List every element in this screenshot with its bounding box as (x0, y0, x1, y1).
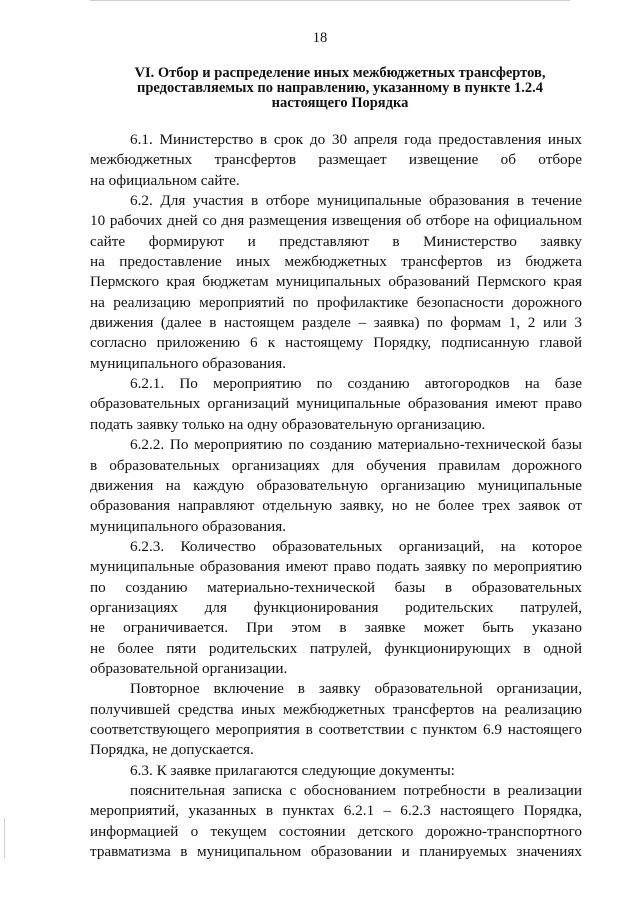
body-text (90, 130, 582, 862)
text-line: травматизма в муниципальном образовании и планируемых значениях (90, 843, 582, 861)
heading-line: VI. Отбор и распределение иных межбюджетных трансфертов, (134, 65, 546, 81)
text-line: организациях для функционирования родительских патрулей, (90, 598, 582, 616)
text-line: пояснительная записка с обоснованием потребности в реализации (130, 782, 582, 799)
text-line: образовательной организации. (90, 659, 288, 677)
text-line: 6.2.2. По мероприятию по созданию материально-технической базы (130, 436, 582, 454)
text-line: сайте формируют и представляют в Министерство заявку (90, 232, 582, 250)
text-line: получившей средства иных межбюджетных трансфертов на реализацию (90, 700, 582, 718)
text-line: Пермского края бюджетам муниципальных образований Пермского края (90, 273, 582, 291)
text-line: 6.2.3. Количество образовательных организаций, на которое (130, 537, 582, 555)
text-line: межбюджетных трансфертов размещает извещение об отборе (90, 151, 582, 169)
text-line: 10 рабочих дней со дня размещения извещения об отборе на официальном (90, 212, 582, 230)
text-line: 6.2. Для участия в отборе муниципальные образования в течение (130, 192, 582, 210)
text-line: информацией о текущем состоянии детского дорожно-транспортного (90, 822, 582, 840)
text-line: муниципальные образования имеют право подать заявку по мероприятию (90, 558, 582, 576)
text-line: на реализацию мероприятий по профилактике безопасности дорожного (90, 293, 582, 311)
text-line: подать заявку только на одну образовательную организацию. (90, 415, 486, 433)
text-line: мероприятий, указанных в пунктах 6.2.1 – 6.2.3 настоящего Порядка, (90, 802, 582, 820)
text-line: не ограничивается. При этом в заявке может быть указано (90, 619, 582, 637)
text-line: не более пяти родительских патрулей, функционирующих в одной (90, 639, 582, 657)
text-line: муниципального образования. (90, 354, 287, 372)
text-line: образования направляют отдельную заявку, но не более трех заявок от (90, 497, 582, 515)
text-line: соответствующего мероприятия в соответствии с пунктом 6.9 настоящего (90, 720, 582, 738)
text-line: на официальном сайте. (90, 171, 240, 189)
text-line: согласно приложению 6 к настоящему Порядку, подписанную главой (90, 334, 582, 352)
text-line: Повторное включение в заявку образовательной организации, (130, 680, 582, 698)
text-line: движения на каждую образовательную организацию муниципальные (90, 476, 582, 494)
text-line: по созданию материально-технической базы в образовательных (90, 578, 582, 596)
heading-line: настоящего Порядка (271, 95, 409, 111)
text-line: 6.1. Министерство в срок до 30 апреля года предоставления иных (130, 131, 582, 148)
top-edge-rule (90, 0, 570, 1)
text-line: движения (далее в настоящем разделе – заявка) по формам 1, 2 или 3 (90, 314, 582, 332)
text-line: муниципального образования. (90, 517, 287, 535)
left-margin-mark (4, 818, 5, 858)
text-line: в образовательных организациях для обучения правилам дорожного (90, 456, 582, 474)
section-heading (90, 66, 590, 111)
heading-line: предоставляемых по направлению, указанному в пункте 1.2.4 (136, 80, 544, 96)
page-number: 18 (312, 30, 328, 46)
text-line: на предоставление иных межбюджетных трансфертов из бюджета (90, 253, 582, 271)
text-line: 6.2.1. По мероприятию по созданию автогородков на базе (130, 375, 582, 393)
text-line: образовательных организаций муниципальные образования имеют право (90, 395, 582, 413)
text-line: 6.3. К заявке прилагаются следующие документы: (130, 761, 455, 779)
text-line: Порядка, не допускается. (90, 741, 254, 759)
